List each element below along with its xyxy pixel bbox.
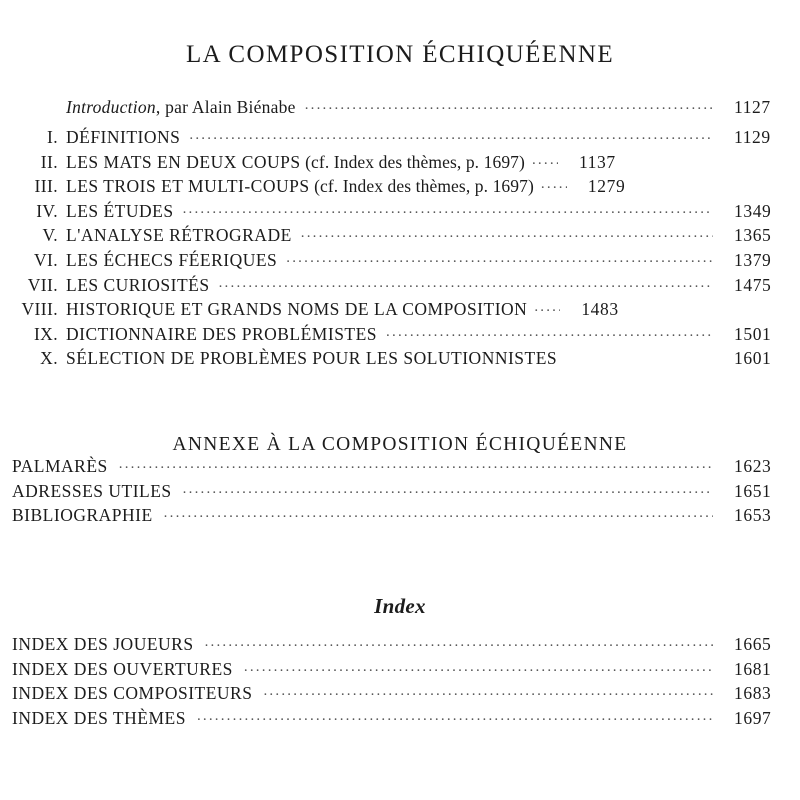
toc-entry-numeral: IX. xyxy=(33,323,58,344)
toc-entry-introduction[interactable] xyxy=(0,97,800,127)
dot-leader xyxy=(534,299,560,315)
toc-entry[interactable] xyxy=(0,201,800,226)
dot-leader xyxy=(244,659,713,675)
toc-entry[interactable] xyxy=(0,348,800,373)
toc-entry-page: 1683 xyxy=(734,683,772,704)
toc-entry[interactable] xyxy=(0,683,800,708)
toc-entry-note: (cf. Index des thèmes, p. 1697) xyxy=(309,176,534,197)
toc-entry[interactable] xyxy=(0,152,800,177)
toc-entry[interactable] xyxy=(0,299,800,324)
toc-entry-page: 1623 xyxy=(734,456,772,476)
toc-entry-label: LES CURIOSITÉS xyxy=(66,274,210,295)
toc-entry-page: 1379 xyxy=(734,249,772,270)
toc-entry[interactable] xyxy=(0,456,800,481)
dot-leader xyxy=(386,324,713,340)
toc-entry[interactable] xyxy=(0,481,800,506)
dot-leader xyxy=(566,348,713,364)
toc-entry-label: PALMARÈS xyxy=(12,456,108,476)
toc-entry[interactable] xyxy=(0,275,800,300)
dot-leader xyxy=(286,250,713,266)
toc-entry-numeral: II. xyxy=(40,151,58,172)
toc-entry-label: LES MATS EN DEUX COUPS (cf. Index des thèmes, p. 1697) xyxy=(66,151,525,172)
dot-leader xyxy=(532,152,558,168)
toc-entry-label: LES ÉCHECS FÉERIQUES xyxy=(66,249,278,270)
toc-entry-page: 1279 xyxy=(587,176,626,197)
page-title: LA COMPOSITION ÉCHIQUÉENNE xyxy=(185,41,615,68)
toc-entry[interactable] xyxy=(0,225,800,250)
toc-entry-label: DICTIONNAIRE DES PROBLÉMISTES xyxy=(66,323,378,344)
annexe-toc-list xyxy=(0,456,800,530)
toc-entry[interactable] xyxy=(0,708,800,733)
toc-entry-numeral: V. xyxy=(42,225,58,246)
dot-leader xyxy=(301,225,713,241)
dot-leader xyxy=(119,456,713,472)
toc-entry-label: INDEX DES JOUEURS xyxy=(12,634,194,654)
annexe-heading: ANNEXE À LA COMPOSITION ÉCHIQUÉENNE xyxy=(172,434,628,456)
toc-entry-page: 1365 xyxy=(734,225,772,246)
toc-entry-label: DÉFINITIONS xyxy=(66,127,181,147)
toc-entry-page: 1349 xyxy=(734,200,772,221)
toc-entry-numeral: VII. xyxy=(27,274,58,295)
dot-leader xyxy=(205,634,713,650)
toc-entry-page: 1601 xyxy=(734,348,772,369)
toc-entry-page: 1697 xyxy=(734,707,772,728)
toc-entry-page: 1681 xyxy=(734,658,772,679)
dot-leader xyxy=(219,275,713,291)
toc-entry[interactable] xyxy=(0,634,800,659)
toc-entry-numeral: VIII. xyxy=(21,299,58,320)
toc-entry-label: L'ANALYSE RÉTROGRADE xyxy=(66,225,292,246)
dot-leader xyxy=(183,481,713,497)
toc-entry-numeral: I. xyxy=(46,127,58,147)
toc-entry-label: INDEX DES OUVERTURES xyxy=(12,658,233,679)
dot-leader xyxy=(197,708,713,724)
toc-entry-page: 1137 xyxy=(578,151,616,172)
toc-entry-label: INDEX DES COMPOSITEURS xyxy=(12,683,253,704)
toc-entry-page: 1483 xyxy=(581,299,619,320)
toc-entry-page: 1665 xyxy=(734,634,772,654)
dot-leader xyxy=(183,201,713,217)
toc-entry-numeral: III. xyxy=(34,176,58,197)
toc-entry[interactable] xyxy=(0,127,800,152)
main-toc-list xyxy=(0,97,800,373)
toc-entry-numeral: IV. xyxy=(36,200,58,221)
toc-entry-page: 1501 xyxy=(734,323,772,344)
toc-entry-label xyxy=(66,97,296,118)
toc-entry[interactable] xyxy=(0,324,800,349)
toc-entry[interactable] xyxy=(0,659,800,684)
toc-entry-numeral: X. xyxy=(40,348,58,369)
toc-entry-page: 1129 xyxy=(734,127,771,147)
dot-leader xyxy=(164,505,713,521)
toc-entry-label: HISTORIQUE ET GRANDS NOMS DE LA COMPOSITION xyxy=(66,299,528,320)
index-toc-list xyxy=(0,634,800,732)
dot-leader xyxy=(263,683,713,699)
dot-leader xyxy=(305,97,713,113)
toc-entry-page: 1651 xyxy=(734,480,772,501)
dot-leader xyxy=(189,127,713,143)
intro-title-italic: Introduction xyxy=(66,97,156,117)
toc-entry-note: (cf. Index des thèmes, p. 1697) xyxy=(300,151,525,172)
toc-entry[interactable] xyxy=(0,250,800,275)
toc-entry-label: INDEX DES THÈMES xyxy=(12,707,186,728)
toc-entry-page: 1127 xyxy=(734,97,771,117)
toc-entry-label: ADRESSES UTILES xyxy=(12,480,172,501)
toc-entry-label: LES ÉTUDES xyxy=(66,200,174,221)
toc-entry-label: SÉLECTION DE PROBLÈMES POUR LES SOLUTIONNISTES xyxy=(66,348,558,369)
toc-entry-page: 1475 xyxy=(734,274,772,295)
index-heading: Index xyxy=(374,594,426,619)
toc-entry[interactable] xyxy=(0,505,800,530)
toc-entry-page: 1653 xyxy=(734,505,772,526)
toc-entry-numeral: VI. xyxy=(33,249,58,270)
toc-entry-label: BIBLIOGRAPHIE xyxy=(12,505,153,526)
toc-entry-label: LES TROIS ET MULTI-COUPS (cf. Index des thèmes, p. 1697) xyxy=(66,176,534,197)
toc-entry[interactable] xyxy=(0,176,800,201)
intro-title-rest: , par Alain Biénabe xyxy=(155,97,296,117)
dot-leader xyxy=(541,176,567,192)
